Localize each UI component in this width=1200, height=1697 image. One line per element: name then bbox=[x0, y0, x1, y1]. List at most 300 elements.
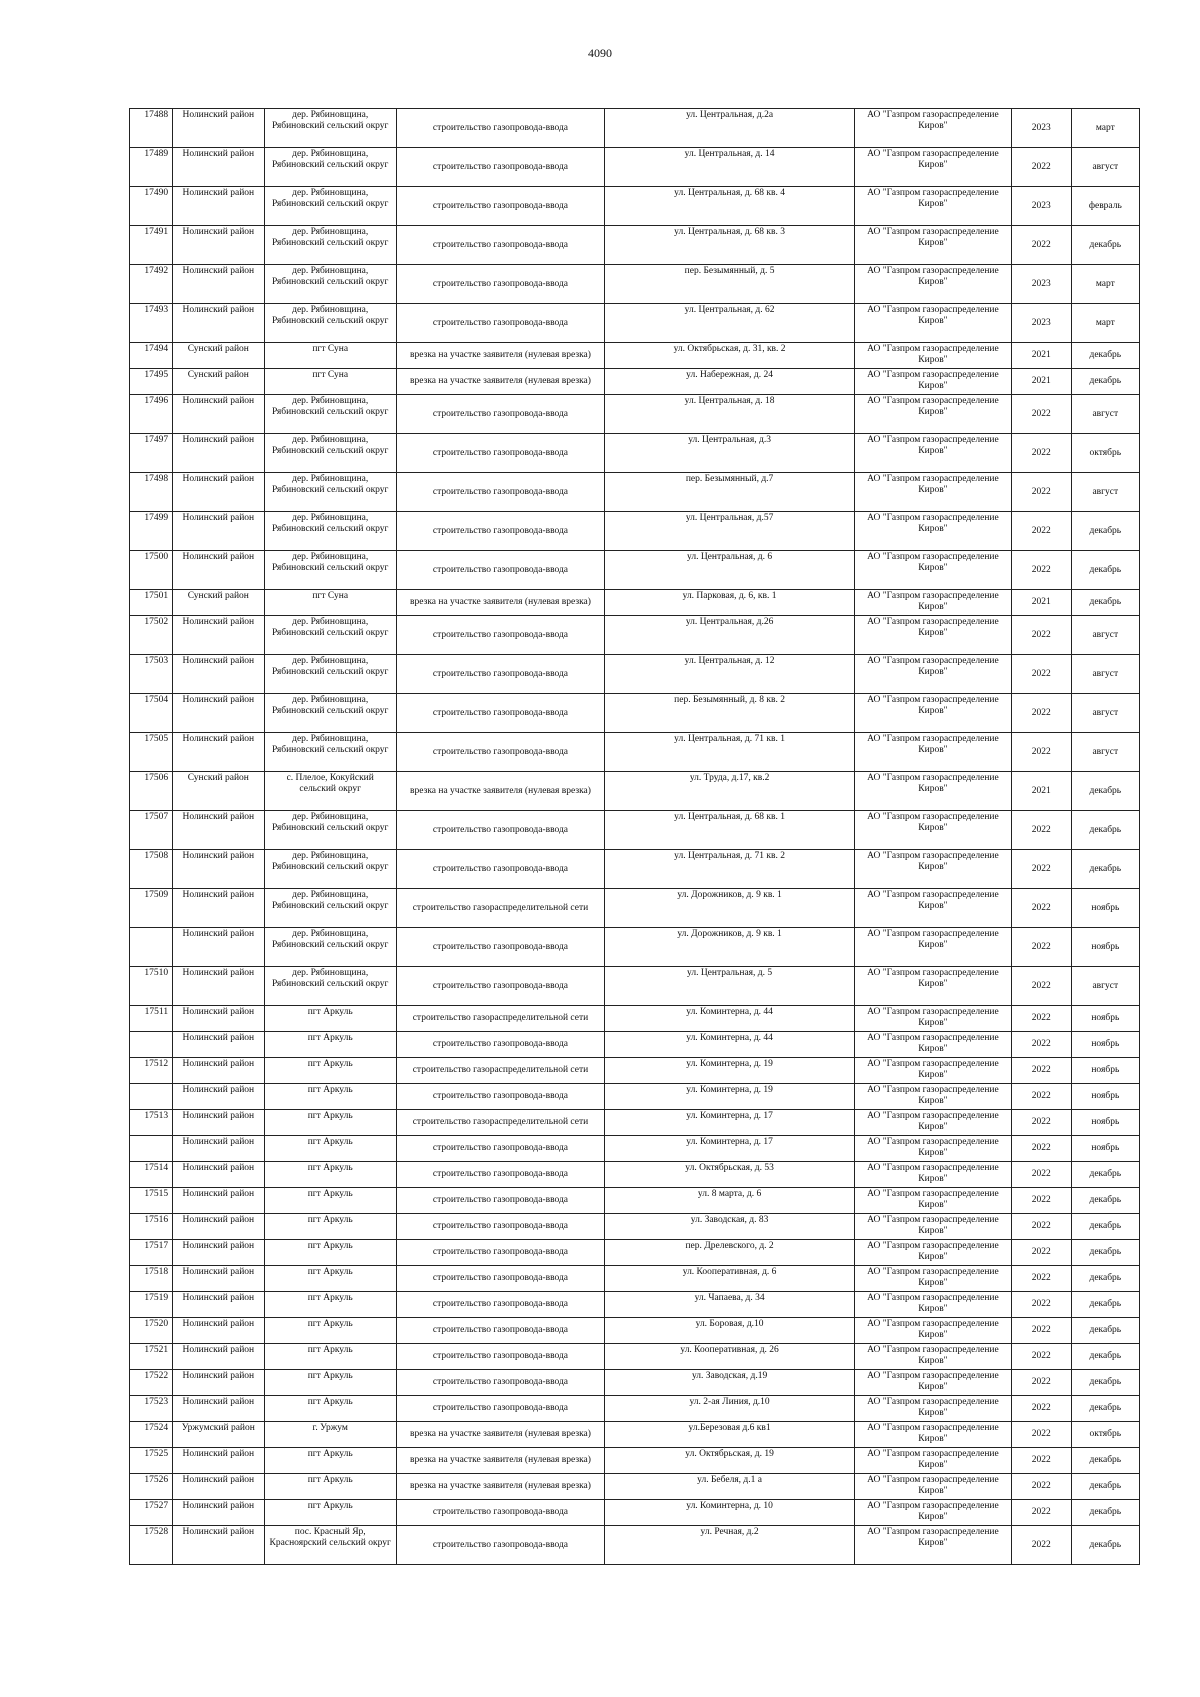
cell-organization: АО "Газпром газораспределение Киров" bbox=[855, 1058, 1012, 1084]
cell-district: Нолинский район bbox=[173, 395, 264, 434]
cell-organization: АО "Газпром газораспределение Киров" bbox=[855, 1448, 1012, 1474]
cell-organization: АО "Газпром газораспределение Киров" bbox=[855, 551, 1012, 590]
table-row bbox=[130, 889, 1140, 928]
cell-district: Нолинский район bbox=[173, 1396, 264, 1422]
table-row bbox=[130, 551, 1140, 590]
cell-locality: пгт Аркуль bbox=[264, 1448, 396, 1474]
cell-work-type: врезка на участке заявителя (нулевая врезка) bbox=[396, 1422, 604, 1448]
cell-work-type: строительство газораспределительной сети bbox=[396, 889, 604, 928]
cell-year: 2022 bbox=[1011, 1292, 1071, 1318]
table-row bbox=[130, 1448, 1140, 1474]
cell-number: 17499 bbox=[130, 512, 173, 551]
cell-number: 17497 bbox=[130, 434, 173, 473]
cell-number bbox=[130, 1032, 173, 1058]
cell-locality: дер. Рябиновщина, Рябиновский сельский округ bbox=[264, 265, 396, 304]
table-row bbox=[130, 473, 1140, 512]
cell-number: 17513 bbox=[130, 1110, 173, 1136]
cell-number: 17502 bbox=[130, 616, 173, 655]
cell-district: Нолинский район bbox=[173, 1448, 264, 1474]
cell-locality: пгт Аркуль bbox=[264, 1032, 396, 1058]
table-row bbox=[130, 1266, 1140, 1292]
cell-organization: АО "Газпром газораспределение Киров" bbox=[855, 772, 1012, 811]
cell-district: Нолинский район bbox=[173, 811, 264, 850]
cell-month: август bbox=[1071, 967, 1139, 1006]
cell-month: декабрь bbox=[1071, 850, 1139, 889]
cell-address: ул. Центральная, д.3 bbox=[605, 434, 855, 473]
cell-district: Нолинский район bbox=[173, 616, 264, 655]
cell-locality: дер. Рябиновщина, Рябиновский сельский округ bbox=[264, 226, 396, 265]
cell-locality: дер. Рябиновщина, Рябиновский сельский округ bbox=[264, 434, 396, 473]
cell-organization: АО "Газпром газораспределение Киров" bbox=[855, 811, 1012, 850]
cell-address: ул. Коминтерна, д. 17 bbox=[605, 1136, 855, 1162]
table-row bbox=[130, 1110, 1140, 1136]
cell-locality: дер. Рябиновщина, Рябиновский сельский округ bbox=[264, 109, 396, 148]
cell-number: 17523 bbox=[130, 1396, 173, 1422]
cell-month: август bbox=[1071, 616, 1139, 655]
cell-district: Нолинский район bbox=[173, 1006, 264, 1032]
cell-year: 2022 bbox=[1011, 1344, 1071, 1370]
cell-address: ул. Октябрьская, д. 19 bbox=[605, 1448, 855, 1474]
cell-address: ул. Центральная, д.2а bbox=[605, 109, 855, 148]
table-row bbox=[130, 1032, 1140, 1058]
cell-district: Нолинский район bbox=[173, 1526, 264, 1565]
cell-district: Нолинский район bbox=[173, 434, 264, 473]
cell-month: декабрь bbox=[1071, 1266, 1139, 1292]
cell-work-type: строительство газораспределительной сети bbox=[396, 1006, 604, 1032]
cell-work-type: строительство газопровода-ввода bbox=[396, 1162, 604, 1188]
cell-year: 2022 bbox=[1011, 850, 1071, 889]
table-row bbox=[130, 967, 1140, 1006]
table-row bbox=[130, 226, 1140, 265]
table-row bbox=[130, 1162, 1140, 1188]
cell-address: ул. 2-ая Линия, д.10 bbox=[605, 1396, 855, 1422]
cell-number: 17495 bbox=[130, 369, 173, 395]
cell-month: декабрь bbox=[1071, 811, 1139, 850]
cell-locality: дер. Рябиновщина, Рябиновский сельский округ bbox=[264, 395, 396, 434]
cell-address: пер. Безымянный, д. 5 bbox=[605, 265, 855, 304]
cell-address: ул. Коминтерна, д. 10 bbox=[605, 1500, 855, 1526]
cell-year: 2022 bbox=[1011, 1084, 1071, 1110]
cell-year: 2022 bbox=[1011, 1136, 1071, 1162]
cell-district: Нолинский район bbox=[173, 473, 264, 512]
cell-district: Нолинский район bbox=[173, 1058, 264, 1084]
cell-district: Нолинский район bbox=[173, 694, 264, 733]
cell-work-type: строительство газопровода-ввода bbox=[396, 850, 604, 889]
cell-number: 17494 bbox=[130, 343, 173, 369]
cell-organization: АО "Газпром газораспределение Киров" bbox=[855, 1006, 1012, 1032]
cell-locality: пгт Аркуль bbox=[264, 1084, 396, 1110]
cell-number: 17488 bbox=[130, 109, 173, 148]
cell-number: 17496 bbox=[130, 395, 173, 434]
cell-locality: дер. Рябиновщина, Рябиновский сельский округ bbox=[264, 733, 396, 772]
cell-work-type: строительство газопровода-ввода bbox=[396, 265, 604, 304]
cell-number: 17489 bbox=[130, 148, 173, 187]
cell-district: Нолинский район bbox=[173, 1214, 264, 1240]
table-row bbox=[130, 733, 1140, 772]
cell-address: ул. Заводская, д. 83 bbox=[605, 1214, 855, 1240]
table-row bbox=[130, 1474, 1140, 1500]
cell-district: Сунский район bbox=[173, 590, 264, 616]
cell-organization: АО "Газпром газораспределение Киров" bbox=[855, 1500, 1012, 1526]
cell-work-type: строительство газопровода-ввода bbox=[396, 1292, 604, 1318]
cell-organization: АО "Газпром газораспределение Киров" bbox=[855, 1214, 1012, 1240]
cell-month: декабрь bbox=[1071, 1526, 1139, 1565]
cell-work-type: строительство газопровода-ввода bbox=[396, 551, 604, 590]
table-row bbox=[130, 304, 1140, 343]
cell-month: март bbox=[1071, 265, 1139, 304]
cell-month: декабрь bbox=[1071, 1292, 1139, 1318]
cell-address: ул. Центральная, д. 62 bbox=[605, 304, 855, 343]
cell-month: декабрь bbox=[1071, 1240, 1139, 1266]
cell-address: ул. Чапаева, д. 34 bbox=[605, 1292, 855, 1318]
cell-month: декабрь bbox=[1071, 1162, 1139, 1188]
cell-work-type: строительство газопровода-ввода bbox=[396, 967, 604, 1006]
cell-district: Нолинский район bbox=[173, 967, 264, 1006]
cell-address: ул. Коминтерна, д. 44 bbox=[605, 1032, 855, 1058]
cell-organization: АО "Газпром газораспределение Киров" bbox=[855, 889, 1012, 928]
cell-work-type: строительство газораспределительной сети bbox=[396, 1110, 604, 1136]
cell-month: октябрь bbox=[1071, 1422, 1139, 1448]
cell-district: Нолинский район bbox=[173, 512, 264, 551]
cell-locality: дер. Рябиновщина, Рябиновский сельский округ bbox=[264, 811, 396, 850]
cell-locality: пгт Аркуль bbox=[264, 1162, 396, 1188]
table-row bbox=[130, 343, 1140, 369]
table-row bbox=[130, 265, 1140, 304]
cell-month: февраль bbox=[1071, 187, 1139, 226]
cell-district: Нолинский район bbox=[173, 1500, 264, 1526]
cell-locality: дер. Рябиновщина, Рябиновский сельский округ bbox=[264, 148, 396, 187]
cell-address: ул. Кооперативная, д. 6 bbox=[605, 1266, 855, 1292]
cell-month: декабрь bbox=[1071, 1318, 1139, 1344]
table-row bbox=[130, 928, 1140, 967]
cell-number: 17512 bbox=[130, 1058, 173, 1084]
cell-district: Нолинский район bbox=[173, 1032, 264, 1058]
cell-organization: АО "Газпром газораспределение Киров" bbox=[855, 967, 1012, 1006]
cell-work-type: строительство газопровода-ввода bbox=[396, 1500, 604, 1526]
cell-work-type: строительство газопровода-ввода bbox=[396, 395, 604, 434]
cell-year: 2023 bbox=[1011, 187, 1071, 226]
table-row bbox=[130, 109, 1140, 148]
table-row bbox=[130, 1500, 1140, 1526]
cell-work-type: строительство газопровода-ввода bbox=[396, 928, 604, 967]
cell-year: 2022 bbox=[1011, 1162, 1071, 1188]
cell-address: ул. Дорожников, д. 9 кв. 1 bbox=[605, 928, 855, 967]
cell-address: ул. Коминтерна, д. 17 bbox=[605, 1110, 855, 1136]
cell-organization: АО "Газпром газораспределение Киров" bbox=[855, 1266, 1012, 1292]
cell-address: пер. Безымянный, д.7 bbox=[605, 473, 855, 512]
cell-work-type: строительство газопровода-ввода bbox=[396, 1526, 604, 1565]
cell-month: декабрь bbox=[1071, 772, 1139, 811]
table-row bbox=[130, 1422, 1140, 1448]
cell-number: 17514 bbox=[130, 1162, 173, 1188]
cell-work-type: строительство газопровода-ввода bbox=[396, 1396, 604, 1422]
table-row bbox=[130, 434, 1140, 473]
cell-year: 2022 bbox=[1011, 694, 1071, 733]
cell-work-type: строительство газопровода-ввода bbox=[396, 187, 604, 226]
cell-address: ул. Центральная, д. 68 кв. 3 bbox=[605, 226, 855, 265]
cell-year: 2022 bbox=[1011, 395, 1071, 434]
cell-address: ул. Центральная, д. 68 кв. 1 bbox=[605, 811, 855, 850]
cell-district: Нолинский район bbox=[173, 1474, 264, 1500]
cell-district: Нолинский район bbox=[173, 1266, 264, 1292]
cell-year: 2022 bbox=[1011, 1422, 1071, 1448]
cell-address: ул. Центральная, д. 68 кв. 4 bbox=[605, 187, 855, 226]
cell-locality: пгт Аркуль bbox=[264, 1110, 396, 1136]
cell-organization: АО "Газпром газораспределение Киров" bbox=[855, 850, 1012, 889]
cell-organization: АО "Газпром газораспределение Киров" bbox=[855, 694, 1012, 733]
cell-month: декабрь bbox=[1071, 1214, 1139, 1240]
cell-district: Нолинский район bbox=[173, 1370, 264, 1396]
cell-month: декабрь bbox=[1071, 1500, 1139, 1526]
cell-number: 17527 bbox=[130, 1500, 173, 1526]
cell-locality: пгт Аркуль bbox=[264, 1474, 396, 1500]
cell-district: Нолинский район bbox=[173, 109, 264, 148]
cell-work-type: строительство газопровода-ввода bbox=[396, 1240, 604, 1266]
cell-work-type: врезка на участке заявителя (нулевая врезка) bbox=[396, 343, 604, 369]
cell-district: Нолинский район bbox=[173, 1110, 264, 1136]
cell-month: декабрь bbox=[1071, 1188, 1139, 1214]
cell-month: август bbox=[1071, 733, 1139, 772]
table-row bbox=[130, 395, 1140, 434]
cell-year: 2022 bbox=[1011, 1058, 1071, 1084]
cell-work-type: строительство газопровода-ввода bbox=[396, 1318, 604, 1344]
cell-work-type: врезка на участке заявителя (нулевая врезка) bbox=[396, 1474, 604, 1500]
cell-work-type: строительство газопровода-ввода bbox=[396, 694, 604, 733]
cell-organization: АО "Газпром газораспределение Киров" bbox=[855, 1318, 1012, 1344]
cell-locality: пгт Суна bbox=[264, 369, 396, 395]
cell-work-type: врезка на участке заявителя (нулевая врезка) bbox=[396, 1448, 604, 1474]
cell-district: Нолинский район bbox=[173, 226, 264, 265]
table-row bbox=[130, 1084, 1140, 1110]
cell-organization: АО "Газпром газораспределение Киров" bbox=[855, 1084, 1012, 1110]
cell-number: 17500 bbox=[130, 551, 173, 590]
cell-number: 17525 bbox=[130, 1448, 173, 1474]
table-row bbox=[130, 590, 1140, 616]
cell-number: 17491 bbox=[130, 226, 173, 265]
cell-district: Нолинский район bbox=[173, 551, 264, 590]
cell-year: 2021 bbox=[1011, 590, 1071, 616]
cell-address: ул. Заводская, д.19 bbox=[605, 1370, 855, 1396]
cell-month: ноябрь bbox=[1071, 1032, 1139, 1058]
cell-locality: пгт Аркуль bbox=[264, 1292, 396, 1318]
cell-district: Нолинский район bbox=[173, 148, 264, 187]
cell-address: ул. Парковая, д. 6, кв. 1 bbox=[605, 590, 855, 616]
table-row bbox=[130, 1396, 1140, 1422]
cell-year: 2022 bbox=[1011, 1370, 1071, 1396]
cell-work-type: строительство газопровода-ввода bbox=[396, 512, 604, 551]
cell-year: 2022 bbox=[1011, 148, 1071, 187]
cell-number: 17506 bbox=[130, 772, 173, 811]
cell-organization: АО "Газпром газораспределение Киров" bbox=[855, 226, 1012, 265]
cell-address: ул. Дорожников, д. 9 кв. 1 bbox=[605, 889, 855, 928]
page-number: 4090 bbox=[588, 46, 612, 60]
cell-year: 2022 bbox=[1011, 811, 1071, 850]
cell-year: 2022 bbox=[1011, 1318, 1071, 1344]
cell-number: 17516 bbox=[130, 1214, 173, 1240]
cell-year: 2022 bbox=[1011, 1474, 1071, 1500]
cell-locality: пгт Аркуль bbox=[264, 1136, 396, 1162]
cell-organization: АО "Газпром газораспределение Киров" bbox=[855, 187, 1012, 226]
cell-month: март bbox=[1071, 109, 1139, 148]
cell-number: 17493 bbox=[130, 304, 173, 343]
cell-organization: АО "Газпром газораспределение Киров" bbox=[855, 304, 1012, 343]
cell-month: август bbox=[1071, 473, 1139, 512]
table-row bbox=[130, 811, 1140, 850]
registry-body bbox=[130, 109, 1140, 1565]
cell-address: ул. Центральная, д.26 bbox=[605, 616, 855, 655]
cell-organization: АО "Газпром газораспределение Киров" bbox=[855, 148, 1012, 187]
cell-work-type: строительство газопровода-ввода bbox=[396, 1084, 604, 1110]
cell-work-type: врезка на участке заявителя (нулевая врезка) bbox=[396, 772, 604, 811]
cell-number: 17504 bbox=[130, 694, 173, 733]
cell-month: ноябрь bbox=[1071, 928, 1139, 967]
cell-year: 2023 bbox=[1011, 304, 1071, 343]
cell-address: ул. Кооперативная, д. 26 bbox=[605, 1344, 855, 1370]
cell-number: 17501 bbox=[130, 590, 173, 616]
cell-organization: АО "Газпром газораспределение Киров" bbox=[855, 265, 1012, 304]
cell-month: декабрь bbox=[1071, 1396, 1139, 1422]
cell-year: 2022 bbox=[1011, 889, 1071, 928]
cell-address: ул. Центральная, д.57 bbox=[605, 512, 855, 551]
cell-month: декабрь bbox=[1071, 226, 1139, 265]
cell-work-type: строительство газопровода-ввода bbox=[396, 434, 604, 473]
cell-district: Нолинский район bbox=[173, 1240, 264, 1266]
cell-month: декабрь bbox=[1071, 551, 1139, 590]
cell-work-type: строительство газопровода-ввода bbox=[396, 733, 604, 772]
cell-locality: с. Плелое, Кокуйский сельский округ bbox=[264, 772, 396, 811]
cell-district: Нолинский район bbox=[173, 850, 264, 889]
cell-locality: дер. Рябиновщина, Рябиновский сельский округ bbox=[264, 967, 396, 1006]
cell-locality: дер. Рябиновщина, Рябиновский сельский округ bbox=[264, 551, 396, 590]
cell-number bbox=[130, 1136, 173, 1162]
cell-work-type: строительство газопровода-ввода bbox=[396, 109, 604, 148]
cell-work-type: строительство газопровода-ввода bbox=[396, 1136, 604, 1162]
cell-year: 2022 bbox=[1011, 512, 1071, 551]
cell-district: Нолинский район bbox=[173, 304, 264, 343]
cell-organization: АО "Газпром газораспределение Киров" bbox=[855, 1292, 1012, 1318]
cell-month: декабрь bbox=[1071, 590, 1139, 616]
cell-address: ул. Труда, д.17, кв.2 bbox=[605, 772, 855, 811]
cell-organization: АО "Газпром газораспределение Киров" bbox=[855, 616, 1012, 655]
cell-month: декабрь bbox=[1071, 1448, 1139, 1474]
cell-locality: пгт Аркуль bbox=[264, 1058, 396, 1084]
table-row bbox=[130, 1188, 1140, 1214]
cell-organization: АО "Газпром газораспределение Киров" bbox=[855, 1370, 1012, 1396]
cell-district: Нолинский район bbox=[173, 187, 264, 226]
cell-number: 17519 bbox=[130, 1292, 173, 1318]
cell-organization: АО "Газпром газораспределение Киров" bbox=[855, 590, 1012, 616]
cell-locality: пос. Красный Яр, Красноярский сельский округ bbox=[264, 1526, 396, 1565]
cell-organization: АО "Газпром газораспределение Киров" bbox=[855, 343, 1012, 369]
table-row bbox=[130, 1136, 1140, 1162]
cell-organization: АО "Газпром газораспределение Киров" bbox=[855, 1396, 1012, 1422]
cell-year: 2023 bbox=[1011, 265, 1071, 304]
cell-year: 2022 bbox=[1011, 1110, 1071, 1136]
table-row bbox=[130, 1370, 1140, 1396]
cell-address: ул. Центральная, д. 5 bbox=[605, 967, 855, 1006]
cell-address: ул. 8 марта, д. 6 bbox=[605, 1188, 855, 1214]
cell-locality: пгт Аркуль bbox=[264, 1370, 396, 1396]
table-row bbox=[130, 1292, 1140, 1318]
cell-number: 17490 bbox=[130, 187, 173, 226]
cell-number: 17508 bbox=[130, 850, 173, 889]
cell-district: Нолинский район bbox=[173, 1318, 264, 1344]
cell-month: декабрь bbox=[1071, 369, 1139, 395]
cell-address: ул. Коминтерна, д. 19 bbox=[605, 1084, 855, 1110]
cell-district: Нолинский район bbox=[173, 889, 264, 928]
cell-number: 17507 bbox=[130, 811, 173, 850]
cell-number: 17515 bbox=[130, 1188, 173, 1214]
cell-year: 2022 bbox=[1011, 551, 1071, 590]
cell-locality: пгт Аркуль bbox=[264, 1214, 396, 1240]
cell-month: декабрь bbox=[1071, 1474, 1139, 1500]
cell-organization: АО "Газпром газораспределение Киров" bbox=[855, 1526, 1012, 1565]
cell-organization: АО "Газпром газораспределение Киров" bbox=[855, 1422, 1012, 1448]
table-row bbox=[130, 1526, 1140, 1565]
cell-district: Нолинский район bbox=[173, 655, 264, 694]
cell-work-type: строительство газопровода-ввода bbox=[396, 1266, 604, 1292]
table-row bbox=[130, 369, 1140, 395]
cell-district: Нолинский район bbox=[173, 265, 264, 304]
cell-number: 17510 bbox=[130, 967, 173, 1006]
cell-district: Нолинский район bbox=[173, 733, 264, 772]
cell-work-type: строительство газопровода-ввода bbox=[396, 1188, 604, 1214]
table-row bbox=[130, 1344, 1140, 1370]
cell-address: ул. Центральная, д. 71 кв. 2 bbox=[605, 850, 855, 889]
table-row bbox=[130, 772, 1140, 811]
cell-organization: АО "Газпром газораспределение Киров" bbox=[855, 1344, 1012, 1370]
cell-work-type: строительство газопровода-ввода bbox=[396, 473, 604, 512]
cell-work-type: строительство газопровода-ввода bbox=[396, 616, 604, 655]
table-row bbox=[130, 1240, 1140, 1266]
cell-month: ноябрь bbox=[1071, 1136, 1139, 1162]
cell-number: 17505 bbox=[130, 733, 173, 772]
cell-year: 2022 bbox=[1011, 1214, 1071, 1240]
cell-year: 2022 bbox=[1011, 733, 1071, 772]
table-row bbox=[130, 512, 1140, 551]
cell-number bbox=[130, 1084, 173, 1110]
cell-number: 17522 bbox=[130, 1370, 173, 1396]
cell-locality: пгт Аркуль bbox=[264, 1266, 396, 1292]
cell-district: Нолинский район bbox=[173, 1084, 264, 1110]
cell-organization: АО "Газпром газораспределение Киров" bbox=[855, 1032, 1012, 1058]
cell-locality: пгт Суна bbox=[264, 590, 396, 616]
cell-address: ул. Бебеля, д.1 а bbox=[605, 1474, 855, 1500]
cell-number: 17492 bbox=[130, 265, 173, 304]
cell-address: ул. Набережная, д. 24 bbox=[605, 369, 855, 395]
cell-locality: дер. Рябиновщина, Рябиновский сельский округ bbox=[264, 187, 396, 226]
cell-address: пер. Безымянный, д. 8 кв. 2 bbox=[605, 694, 855, 733]
cell-address: ул. Коминтерна, д. 44 bbox=[605, 1006, 855, 1032]
cell-year: 2022 bbox=[1011, 655, 1071, 694]
cell-organization: АО "Газпром газораспределение Киров" bbox=[855, 655, 1012, 694]
cell-year: 2022 bbox=[1011, 1266, 1071, 1292]
table-row bbox=[130, 1214, 1140, 1240]
cell-month: декабрь bbox=[1071, 512, 1139, 551]
cell-organization: АО "Газпром газораспределение Киров" bbox=[855, 473, 1012, 512]
cell-locality: дер. Рябиновщина, Рябиновский сельский округ bbox=[264, 616, 396, 655]
table-row bbox=[130, 187, 1140, 226]
cell-locality: дер. Рябиновщина, Рябиновский сельский округ bbox=[264, 889, 396, 928]
cell-locality: дер. Рябиновщина, Рябиновский сельский округ bbox=[264, 512, 396, 551]
cell-month: ноябрь bbox=[1071, 1110, 1139, 1136]
cell-year: 2022 bbox=[1011, 1448, 1071, 1474]
cell-organization: АО "Газпром газораспределение Киров" bbox=[855, 512, 1012, 551]
cell-locality: г. Уржум bbox=[264, 1422, 396, 1448]
cell-locality: пгт Аркуль bbox=[264, 1240, 396, 1266]
cell-month: декабрь bbox=[1071, 1370, 1139, 1396]
cell-organization: АО "Газпром газораспределение Киров" bbox=[855, 928, 1012, 967]
